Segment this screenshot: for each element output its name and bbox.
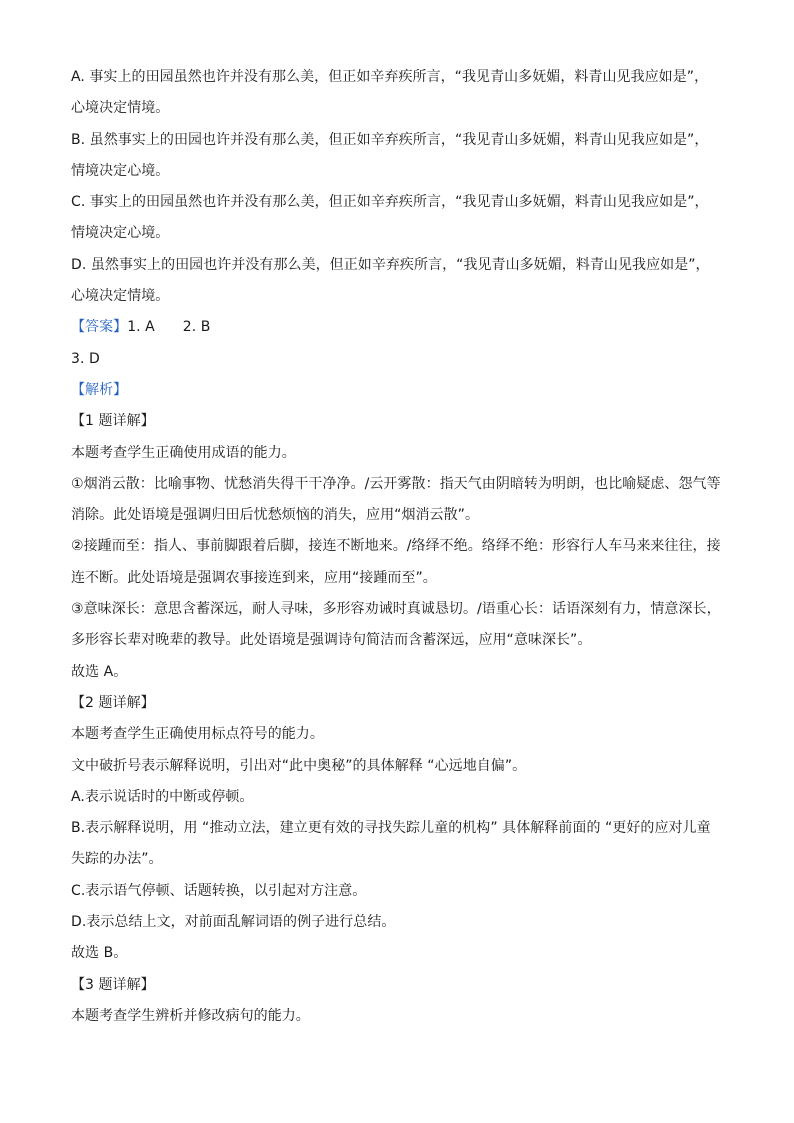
q2-line: 文中破折号表示解释说明，引出对“此中奥秘”的具体解释 “心远地自偏”。 bbox=[71, 757, 527, 774]
q2-line: D.表示总结上文，对前面乱解词语的例子进行总结。 bbox=[71, 914, 396, 931]
q2-conclusion: 故选 B。 bbox=[71, 945, 128, 962]
option-c bbox=[71, 187, 731, 250]
q2-section bbox=[71, 688, 731, 970]
option-a bbox=[71, 62, 731, 125]
option-a-line-1: A. 事实上的田园虽然也许并没有那么美，但正如辛弃疾所言，“我见青山多妩媚，料青山见我应如是”， bbox=[71, 69, 709, 85]
answer-2: 2. B bbox=[182, 319, 211, 336]
q2-line: B.表示解释说明，用 “推动立法，建立更有效的寻找失踪儿童的机构” 具体解释前面的 “更好的应对儿童 bbox=[71, 820, 711, 837]
option-c-line-1: C. 事实上的田园虽然也许并没有那么美，但正如辛弃疾所言，“我见青山多妩媚，料青山见我应如是”， bbox=[71, 194, 709, 211]
q2-line: A.表示说话时的中断或停顿。 bbox=[71, 788, 254, 805]
option-a-line-2: 心境决定情境。 bbox=[71, 100, 170, 117]
q1-line: ①烟消云散：比喻事物、忧愁消失得干干净净。/云开雾散：指天气由阴暗转为明朗，也比喻疑虑、怨气等 bbox=[71, 475, 721, 492]
q3-intro: 本题考查学生辨析并修改病句的能力。 bbox=[71, 1007, 310, 1024]
q1-section bbox=[71, 406, 731, 688]
answer-label: 【答案】 bbox=[71, 319, 128, 336]
q1-line: ②接踵而至：指人、事前脚跟着后脚，接连不断地来。/络绎不绝。络绎不绝：形容行人车马来来往往，接 bbox=[71, 538, 721, 555]
option-c-line-2: 情境决定心境。 bbox=[71, 225, 170, 242]
q2-line: C.表示语气停顿、话题转换，以引起对方注意。 bbox=[71, 882, 367, 899]
q1-line: 多形容长辈对晚辈的教导。此处语境是强调诗句简洁而含蓄深远，应用“意味深长”。 bbox=[71, 632, 592, 649]
option-b-line-2: 情境决定心境。 bbox=[71, 162, 170, 179]
q1-line: 消除。此处语境是强调归田后忧愁烦恼的消失，应用“烟消云散”。 bbox=[71, 507, 480, 524]
option-d-line-2: 心境决定情境。 bbox=[71, 288, 170, 305]
q1-conclusion: 故选 A。 bbox=[71, 663, 128, 680]
document-page bbox=[71, 62, 731, 1032]
q1-heading: 【1 题详解】 bbox=[71, 413, 155, 430]
option-d bbox=[71, 250, 731, 313]
q2-intro: 本题考查学生正确使用标点符号的能力。 bbox=[71, 726, 324, 743]
q1-intro: 本题考查学生正确使用成语的能力。 bbox=[71, 444, 296, 461]
q3-heading: 【3 题详解】 bbox=[71, 976, 155, 993]
q3-section bbox=[71, 970, 731, 1033]
answer-1: 1. A bbox=[127, 319, 155, 336]
option-b bbox=[71, 125, 731, 188]
q1-line: 连不断。此处语境是强调农事接连到来，应用“接踵而至”。 bbox=[71, 569, 437, 586]
option-b-line-1: B. 虽然事实上的田园也许并没有那么美，但正如辛弃疾所言，“我见青山多妩媚，料青山见我应如是”， bbox=[71, 131, 709, 148]
option-d-line-1: D. 虽然事实上的田园也许并没有那么美，但正如辛弃疾所言，“我见青山多妩媚，料青山见我应如是”， bbox=[71, 256, 710, 273]
analysis-label: 【解析】 bbox=[71, 381, 128, 398]
q2-heading: 【2 题详解】 bbox=[71, 694, 155, 711]
q2-line: 失踪的办法”。 bbox=[71, 851, 163, 868]
answer-line bbox=[71, 312, 731, 343]
answer-3: 3. D bbox=[71, 350, 100, 367]
q1-line: ③意味深长：意思含蓄深远，耐人寻味，多形容劝诫时真诚恳切。/语重心长：话语深刻有力，情意深长， bbox=[71, 601, 721, 618]
